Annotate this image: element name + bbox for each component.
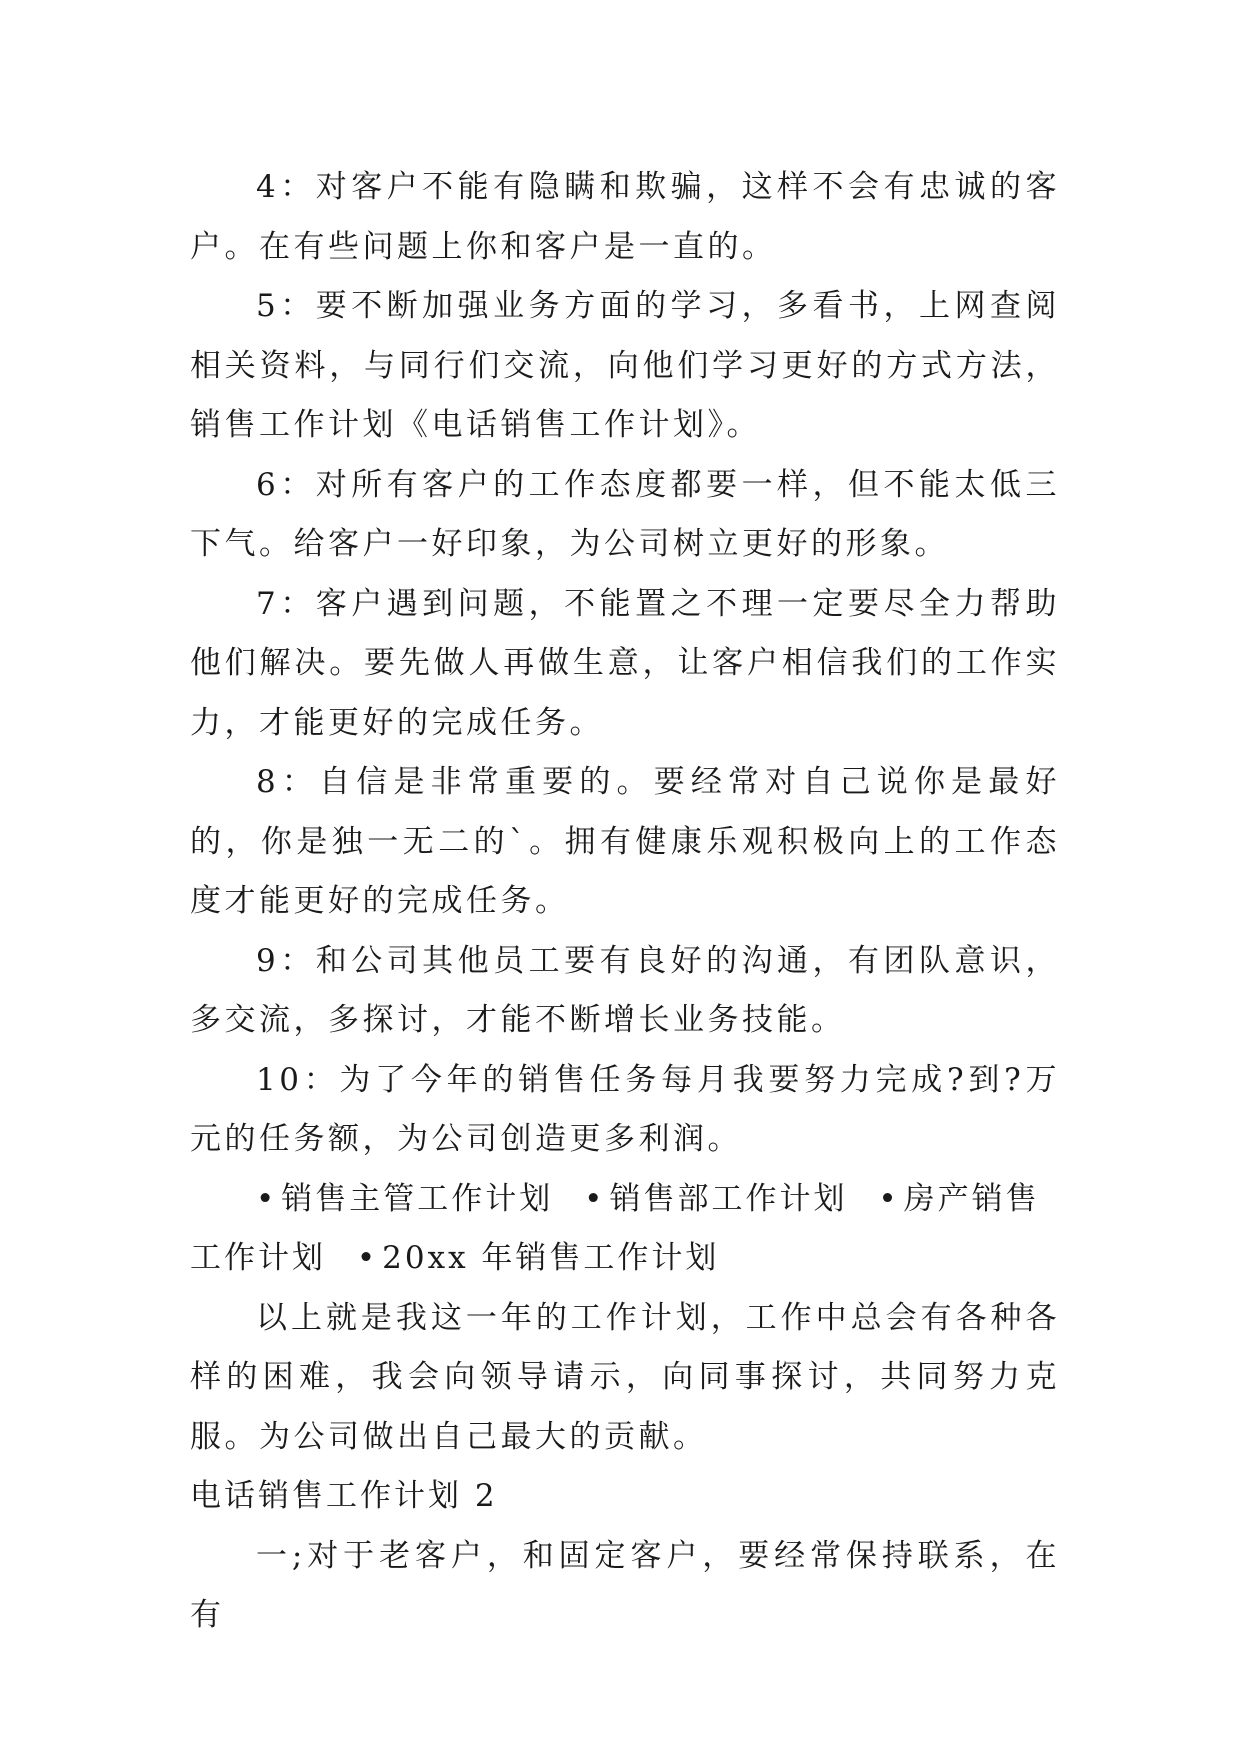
closing-paragraph: 以上就是我这一年的工作计划，工作中总会有各种各样的困难，我会向领导请示，向同事探讨，共同努力克服。为公司做出自己最大的贡献。 (190, 1299, 1060, 1455)
related-link-sales-manager-plan[interactable] (256, 1181, 553, 1217)
paragraph-item-5: 5：要不断加强业务方面的学习，多看书，上网查阅相关资料，与同行们交流，向他们学习更好的方式方法，销售工作计划《电话销售工作计划》。 (190, 288, 1060, 443)
related-link-sales-dept-plan[interactable] (584, 1181, 847, 1217)
related-link-annual-sales-plan[interactable] (357, 1240, 720, 1276)
related-link-label: 20xx 年销售工作计划 (382, 1240, 720, 1276)
bullet-icon: • (256, 1180, 278, 1217)
related-link-label: 房产销售工作计划 (190, 1180, 1040, 1276)
related-link-label: 销售主管工作计划 (281, 1180, 554, 1217)
bullet-icon: • (584, 1180, 606, 1217)
paragraph-item-4: 4：对客户不能有隐瞒和欺骗，这样不会有忠诚的客户。在有些问题上你和客户是一直的。 (190, 169, 1060, 265)
section-title: 电话销售工作计划 2 (190, 1478, 498, 1514)
bullet-icon: • (356, 1240, 379, 1276)
document-body (190, 158, 1060, 1646)
related-links (190, 1170, 1060, 1289)
section-first-paragraph: 一;对于老客户，和固定客户，要经常保持联系，在有 (190, 1537, 1060, 1633)
bullet-icon: • (878, 1180, 900, 1217)
related-link-label: 销售部工作计划 (609, 1180, 848, 1217)
paragraph-item-7: 7：客户遇到问题，不能置之不理一定要尽全力帮助他们解决。要先做人再做生意，让客户相信我们的工作实力，才能更好的完成任务。 (190, 585, 1060, 741)
paragraph-item-8: 8：自信是非常重要的。要经常对自己说你是最好的，你是独一无二的`。拥有健康乐观积极向上的工作态度才能更好的完成任务。 (190, 764, 1060, 919)
paragraph-item-10: 10：为了今年的销售任务每月我要努力完成?到?万元的任务额，为公司创造更多利润。 (190, 1061, 1060, 1157)
paragraph-item-6: 6：对所有客户的工作态度都要一样，但不能太低三下气。给客户一好印象，为公司树立更好的形象。 (190, 466, 1060, 562)
paragraph-item-9: 9：和公司其他员工要有良好的沟通，有团队意识，多交流，多探讨，才能不断增长业务技能。 (190, 942, 1060, 1038)
